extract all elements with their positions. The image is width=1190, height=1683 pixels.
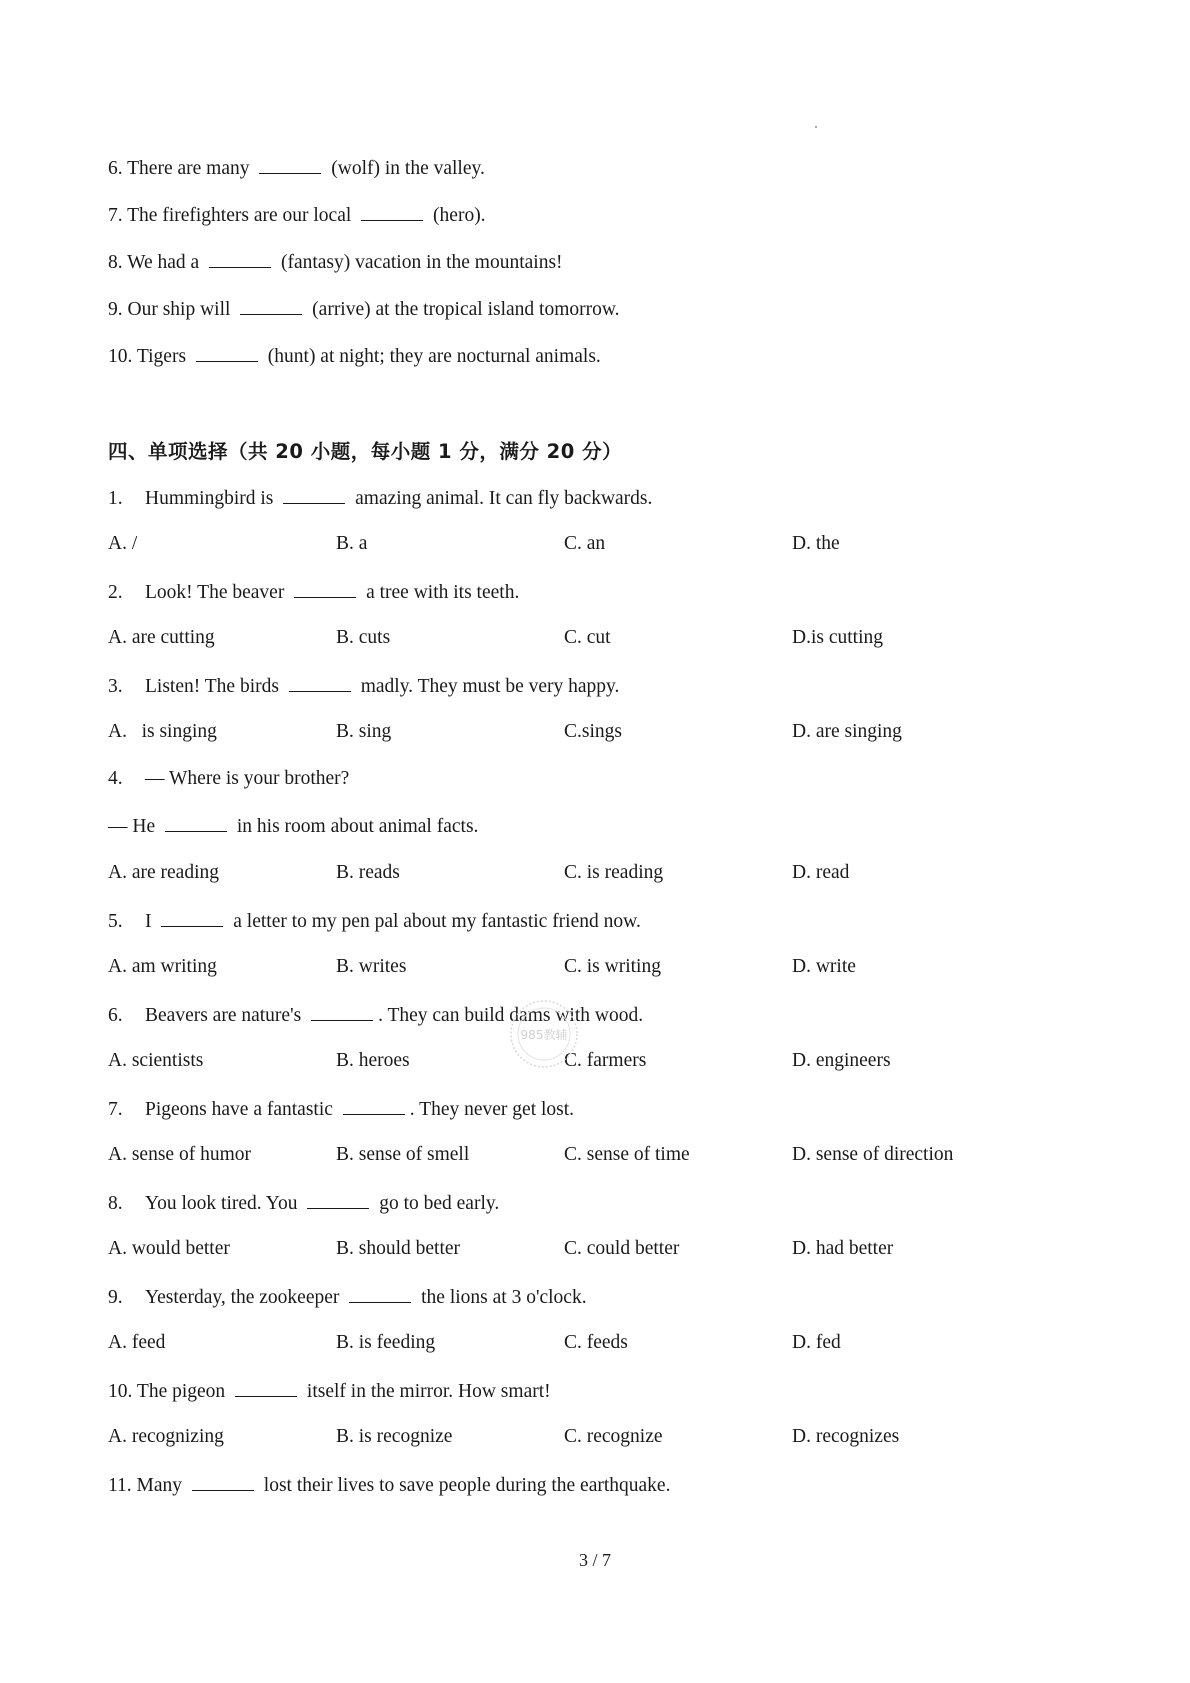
option-a: A. recognizing	[108, 1426, 224, 1447]
option-b: B. sing	[336, 721, 392, 742]
question-stem: 4. — Where is your brother?	[108, 768, 350, 789]
stray-dot	[815, 126, 817, 128]
question-stem: 8. You look tired. You go to bed early.	[108, 1190, 499, 1216]
option-c: C. sense of time	[564, 1144, 690, 1165]
question-stem-reply: — He in his room about animal facts.	[108, 813, 478, 839]
option-c: C. is reading	[564, 862, 664, 883]
answer-blank	[192, 1472, 254, 1491]
option-d: D. are singing	[792, 721, 902, 742]
option-c: C. could better	[564, 1238, 680, 1259]
option-a: A. are reading	[108, 862, 219, 883]
option-a: A. am writing	[108, 956, 217, 977]
page-number: 3 / 7	[578, 1550, 611, 1570]
option-d: D. had better	[792, 1238, 894, 1259]
answer-blank	[343, 1096, 405, 1115]
answer-blank	[361, 202, 423, 221]
option-a: A. sense of humor	[108, 1144, 251, 1165]
option-d: D. write	[792, 956, 856, 977]
watermark-stamp	[508, 998, 580, 1070]
answer-blank	[283, 485, 345, 504]
option-b: B. is feeding	[336, 1332, 436, 1353]
option-a: A. would better	[108, 1238, 230, 1259]
answer-blank	[196, 343, 258, 362]
option-d: D. fed	[792, 1332, 841, 1353]
answer-blank	[165, 813, 227, 832]
question-stem: 7. Pigeons have a fantastic . They never get lost.	[108, 1096, 574, 1122]
question-stem: 1. Hummingbird is amazing animal. It can fly backwards.	[108, 485, 652, 511]
fill-in-item: 10. Tigers (hunt) at night; they are nocturnal animals.	[108, 343, 601, 369]
option-d: D. the	[792, 533, 840, 554]
answer-blank	[209, 249, 271, 268]
option-a: A. scientists	[108, 1050, 204, 1071]
option-b: B. a	[336, 533, 368, 554]
option-c: C. recognize	[564, 1426, 663, 1447]
option-d: D. sense of direction	[792, 1144, 954, 1165]
fill-in-item: 9. Our ship will (arrive) at the tropical island tomorrow.	[108, 296, 620, 322]
answer-blank	[259, 155, 321, 174]
option-b: B. should better	[336, 1238, 461, 1259]
answer-blank	[240, 296, 302, 315]
option-b: B. writes	[336, 956, 407, 977]
option-c: C. farmers	[564, 1050, 647, 1071]
answer-blank	[235, 1378, 297, 1397]
option-d: D. recognizes	[792, 1426, 900, 1447]
question-stem: 5. I a letter to my pen pal about my fantastic friend now.	[108, 908, 641, 934]
answer-blank	[311, 1002, 373, 1021]
option-d: D. engineers	[792, 1050, 891, 1071]
fill-in-item: 8. We had a (fantasy) vacation in the mountains!	[108, 249, 563, 275]
option-c: C. is writing	[564, 956, 661, 977]
option-c: C.sings	[564, 721, 622, 742]
option-a: A. feed	[108, 1332, 166, 1353]
option-d: D.is cutting	[792, 627, 883, 648]
option-d: D. read	[792, 862, 850, 883]
option-b: B. heroes	[336, 1050, 410, 1071]
question-stem: 9. Yesterday, the zookeeper the lions at 3 o'clock.	[108, 1284, 587, 1310]
question-stem: 11. Many lost their lives to save people during the earthquake.	[108, 1472, 670, 1498]
fill-in-item: 7. The firefighters are our local (hero).	[108, 202, 486, 228]
option-c: C. an	[564, 533, 606, 554]
answer-blank	[161, 908, 223, 927]
option-a: A. /	[108, 533, 138, 554]
option-a: A. are cutting	[108, 627, 215, 648]
question-stem: 2. Look! The beaver a tree with its teeth.	[108, 579, 519, 605]
option-c: C. feeds	[564, 1332, 628, 1353]
question-stem: 6. Beavers are nature's . They can build dams with wood.	[108, 1002, 643, 1028]
watermark-text: 985教辅	[520, 1028, 568, 1042]
answer-blank	[349, 1284, 411, 1303]
option-b: B. reads	[336, 862, 400, 883]
question-stem: 10. The pigeon itself in the mirror. How smart!	[108, 1378, 551, 1404]
answer-blank	[289, 673, 351, 692]
option-c: C. cut	[564, 627, 611, 648]
answer-blank	[294, 579, 356, 598]
section-heading: 四、单项选择（共 20 小题，每小题 1 分，满分 20 分）	[108, 440, 623, 463]
option-b: B. is recognize	[336, 1426, 453, 1447]
question-stem: 3. Listen! The birds madly. They must be very happy.	[108, 673, 619, 699]
option-b: B. sense of smell	[336, 1144, 470, 1165]
option-a: A. is singing	[108, 721, 217, 742]
option-b: B. cuts	[336, 627, 391, 648]
fill-in-item: 6. There are many (wolf) in the valley.	[108, 155, 485, 181]
answer-blank	[307, 1190, 369, 1209]
